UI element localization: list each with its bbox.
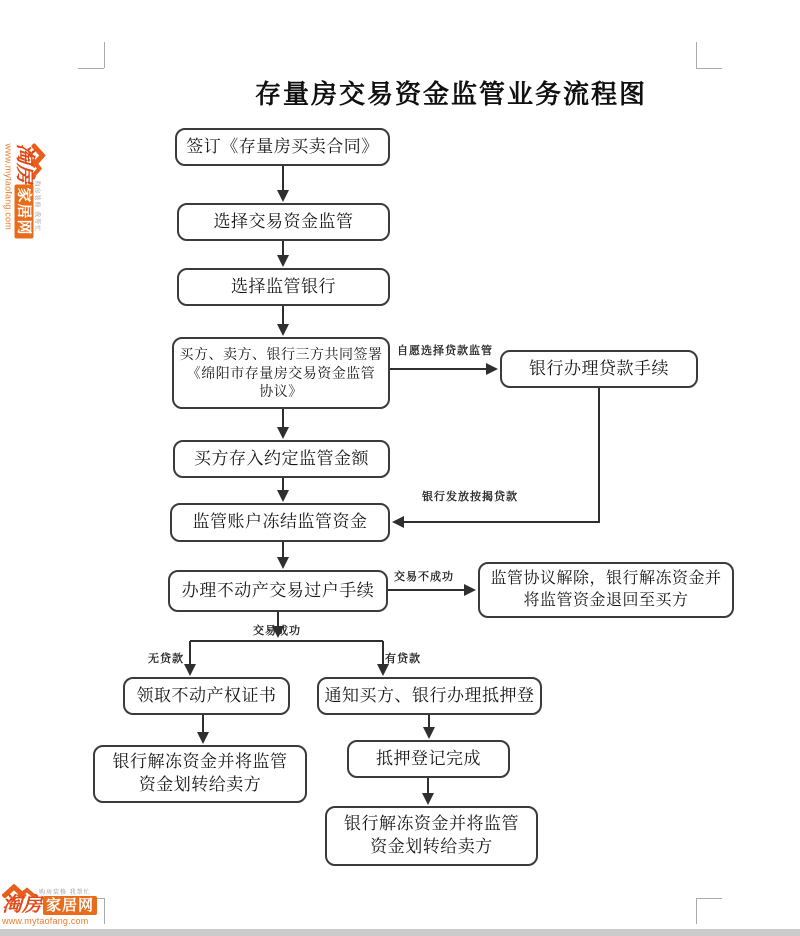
node-unfreeze-left-line1: 银行解冻资金并将监管 bbox=[112, 752, 288, 772]
taofang-brand bbox=[2, 895, 110, 915]
node-tripartite-agreement bbox=[172, 337, 390, 409]
node-notify-mortgage bbox=[317, 677, 542, 715]
node-release-refund bbox=[478, 562, 734, 618]
node-tripartite-line2: 《绵阳市存量房交易资金监管 bbox=[186, 364, 376, 381]
taofang-brand-first: 淘房 bbox=[13, 143, 36, 184]
edge-label-bank-issue-loan: 银行发放按揭贷款 bbox=[422, 491, 518, 503]
edge-label-deal-success: 交易成功 bbox=[253, 625, 301, 637]
node-choose-bank-label: 选择监管银行 bbox=[231, 276, 336, 296]
edge-label-voluntary-loan: 自愿选择贷款监管 bbox=[397, 345, 493, 357]
taofang-slogan: 购房装修 我帮忙 bbox=[33, 180, 40, 233]
taofang-watermark-bottom bbox=[2, 883, 110, 926]
page-edge-strip bbox=[0, 929, 800, 936]
node-unfreeze-right-line1: 银行解冻资金并将监管 bbox=[344, 814, 519, 834]
node-bank-loan-label: 银行办理贷款手续 bbox=[529, 358, 669, 378]
node-mortgage-done-label: 抵押登记完成 bbox=[376, 748, 481, 768]
node-mortgage-done bbox=[347, 740, 510, 778]
edge-label-deal-failed: 交易不成功 bbox=[394, 571, 454, 583]
node-transfer-ownership bbox=[168, 570, 388, 612]
node-certificate bbox=[123, 677, 290, 715]
node-choose-supervision-label: 选择交易资金监管 bbox=[213, 211, 354, 231]
taofang-url: www.mytaofang.com bbox=[2, 916, 89, 926]
node-choose-supervision bbox=[177, 203, 390, 241]
node-release-refund-line1: 监管协议解除，银行解冻资金并 bbox=[490, 570, 722, 588]
node-certificate-label: 领取不动产权证书 bbox=[136, 685, 277, 705]
node-sign-contract-label: 签订《存量房买卖合同》 bbox=[186, 136, 379, 156]
taofang-brand-first: 淘房 bbox=[2, 894, 42, 916]
taofang-watermark-top bbox=[4, 144, 47, 252]
node-tripartite-line1: 买方、卖方、银行三方共同签署 bbox=[179, 345, 383, 362]
node-unfreeze-right-line2: 资金划转给卖方 bbox=[370, 837, 493, 856]
node-release-refund-line2: 将监管资金退回至买方 bbox=[523, 592, 689, 609]
taofang-brand bbox=[15, 144, 35, 252]
node-tripartite-line3: 协议》 bbox=[259, 383, 303, 400]
edge-label-no-loan: 无贷款 bbox=[148, 653, 184, 665]
node-unfreeze-left-line2: 资金划转给卖方 bbox=[138, 775, 262, 794]
edge-label-has-loan: 有贷款 bbox=[385, 653, 421, 665]
node-unfreeze-left bbox=[93, 745, 307, 803]
taofang-brand-rest: 家居网 bbox=[43, 896, 97, 915]
node-bank-loan bbox=[500, 350, 698, 388]
node-unfreeze-right bbox=[325, 806, 538, 866]
page-title: 存量房交易资金监管业务流程图 bbox=[255, 79, 648, 109]
node-freeze-funds bbox=[170, 503, 390, 542]
node-deposit bbox=[173, 440, 390, 478]
node-freeze-funds-label: 监管账户冻结监管资金 bbox=[192, 512, 368, 532]
taofang-slogan: 购房装修 我帮忙 bbox=[39, 890, 91, 896]
taofang-url: www.mytaofang.com bbox=[3, 143, 14, 230]
taofang-brand-rest: 家居网 bbox=[15, 185, 34, 239]
node-sign-contract bbox=[175, 128, 390, 166]
node-choose-bank bbox=[177, 268, 390, 306]
node-transfer-ownership-label: 办理不动产交易过户手续 bbox=[181, 580, 375, 600]
node-notify-mortgage-label: 通知买方、银行办理抵押登 bbox=[324, 685, 535, 705]
node-deposit-label: 买方存入约定监管金额 bbox=[194, 448, 369, 468]
